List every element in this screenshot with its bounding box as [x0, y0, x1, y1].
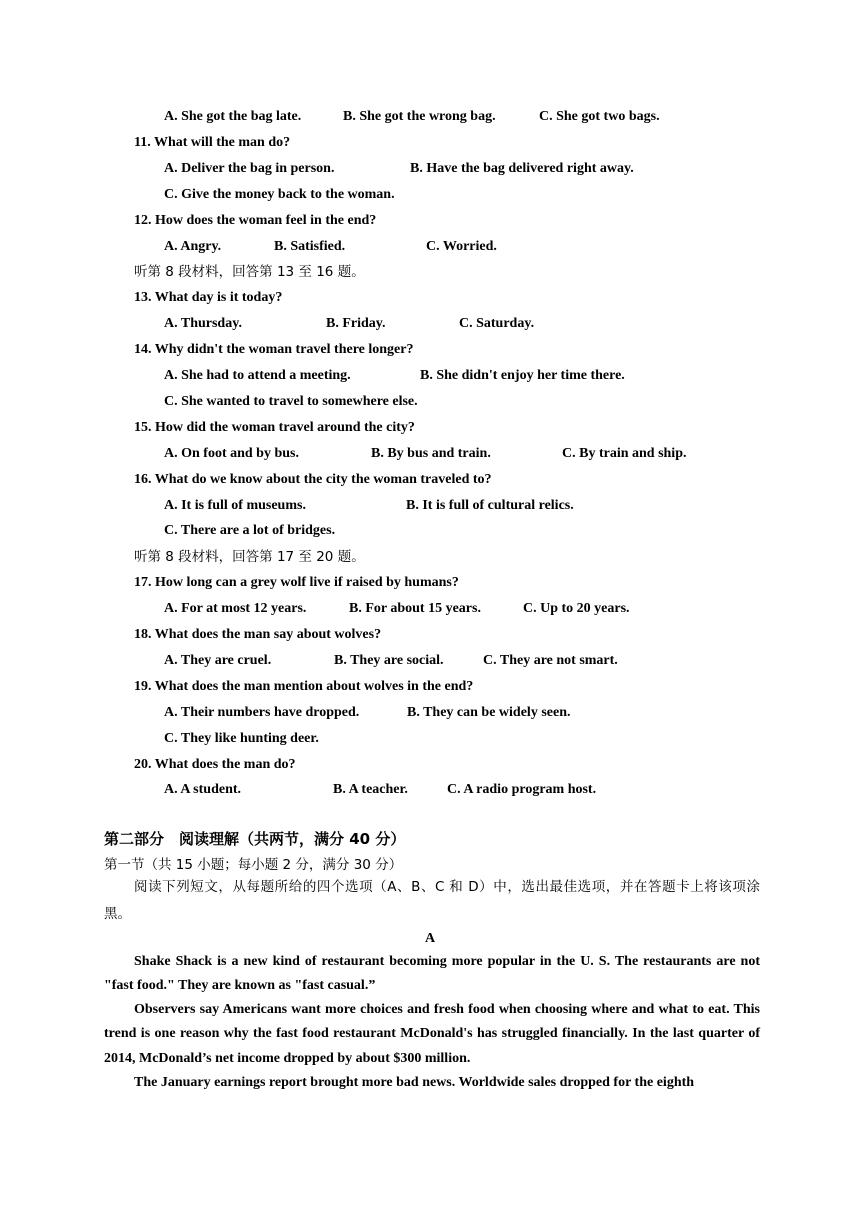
- options-row: [164, 238, 497, 256]
- question-text: 15. How did the woman travel around the city?: [134, 419, 415, 435]
- option-c: C. Saturday.: [459, 316, 535, 332]
- option-a: A. She had to attend a meeting.: [164, 368, 351, 383]
- option-a: A. Angry.: [164, 238, 222, 254]
- options-row: [164, 497, 574, 515]
- listening-instruction: 听第 8 段材料，回答第 17 至 20 题。: [134, 549, 365, 566]
- passage-paragraph-1: Shake Shack is a new kind of restaurant becoming more popular in the U. S. The restaurants are not "fast food." They are known as "fast casual.”: [104, 954, 760, 994]
- question-text: 14. Why didn't the woman travel there longer?: [134, 342, 414, 358]
- option-b: B. She got the wrong bag.: [343, 109, 496, 124]
- option-c: C. Give the money back to the woman.: [164, 186, 395, 202]
- option-b: B. They can be widely seen.: [407, 704, 571, 720]
- option-b: B. Satisfied.: [274, 238, 346, 254]
- option-c: C. Up to 20 years.: [523, 601, 630, 617]
- option-c: C. Worried.: [426, 238, 497, 254]
- option-c: C. They are not smart.: [483, 652, 618, 668]
- options-row: [164, 367, 625, 385]
- options-row: [164, 315, 535, 333]
- option-a: A. For at most 12 years.: [164, 601, 307, 617]
- part-two-heading: 第二部分 阅读理解（共两节，满分 40 分）: [104, 830, 406, 848]
- options-row: [164, 160, 634, 178]
- option-c: C. They like hunting deer.: [164, 730, 319, 746]
- option-a: A. They are cruel.: [164, 652, 272, 668]
- option-a: A. It is full of museums.: [164, 497, 306, 513]
- passage-paragraph-3: The January earnings report brought more bad news. Worldwide sales dropped for the eighth: [134, 1075, 695, 1090]
- option-a: A. Deliver the bag in person.: [164, 160, 335, 176]
- options-row: [164, 704, 571, 722]
- options-row: [164, 652, 618, 670]
- option-a: A. Their numbers have dropped.: [164, 704, 360, 720]
- question-text: 19. What does the man mention about wolves in the end?: [134, 678, 474, 694]
- option-b: B. A teacher.: [333, 782, 408, 798]
- option-b: B. It is full of cultural relics.: [406, 497, 574, 513]
- option-c: C. By train and ship.: [562, 445, 687, 461]
- listening-instruction: 听第 8 段材料，回答第 13 至 16 题。: [134, 264, 365, 281]
- question-text: 17. How long can a grey wolf live if raised by humans?: [134, 575, 459, 591]
- option-b: B. She didn't enjoy her time there.: [420, 368, 625, 383]
- option-a: A. On foot and by bus.: [164, 445, 299, 461]
- question-text: 16. What do we know about the city the woman traveled to?: [134, 471, 492, 487]
- option-c: C. There are a lot of bridges.: [164, 523, 336, 539]
- option-c: C. She got two bags.: [539, 109, 660, 124]
- options-row: [164, 600, 630, 618]
- options-row: [164, 445, 687, 463]
- option-b: B. They are social.: [334, 652, 444, 668]
- option-a: A. A student.: [164, 782, 242, 798]
- option-a: A. She got the bag late.: [164, 109, 302, 124]
- reading-instruction: 阅读下列短文，从每题所给的四个选项（A、B、C 和 D）中，选出最佳选项，并在答题卡上将该项涂黑。: [104, 879, 760, 922]
- options-row: [164, 781, 597, 799]
- option-b: B. Friday.: [326, 316, 386, 332]
- option-a: A. Thursday.: [164, 316, 242, 332]
- question-text: 20. What does the man do?: [134, 756, 296, 772]
- question-text: 12. How does the woman feel in the end?: [134, 212, 377, 228]
- option-c: C. She wanted to travel to somewhere else.: [164, 393, 418, 409]
- option-b: B. By bus and train.: [371, 445, 491, 461]
- question-text: 18. What does the man say about wolves?: [134, 627, 382, 642]
- passage-label: A: [424, 931, 436, 946]
- question-text: 11. What will the man do?: [134, 134, 291, 150]
- section-one-heading: 第一节（共 15 小题；每小题 2 分，满分 30 分）: [104, 857, 403, 873]
- options-row: [164, 108, 660, 126]
- option-b: B. Have the bag delivered right away.: [410, 160, 634, 176]
- option-c: C. A radio program host.: [447, 782, 597, 798]
- question-text: 13. What day is it today?: [134, 290, 283, 306]
- option-b: B. For about 15 years.: [349, 601, 481, 617]
- passage-paragraph-2: Observers say Americans want more choices and fresh food when choosing where and what to eat. This trend is one reason why the fast food restaurant McDonald's has struggled financially. In the last quarter of 2014, McDonald’s net income dropped by about $300 million.: [104, 1002, 760, 1066]
